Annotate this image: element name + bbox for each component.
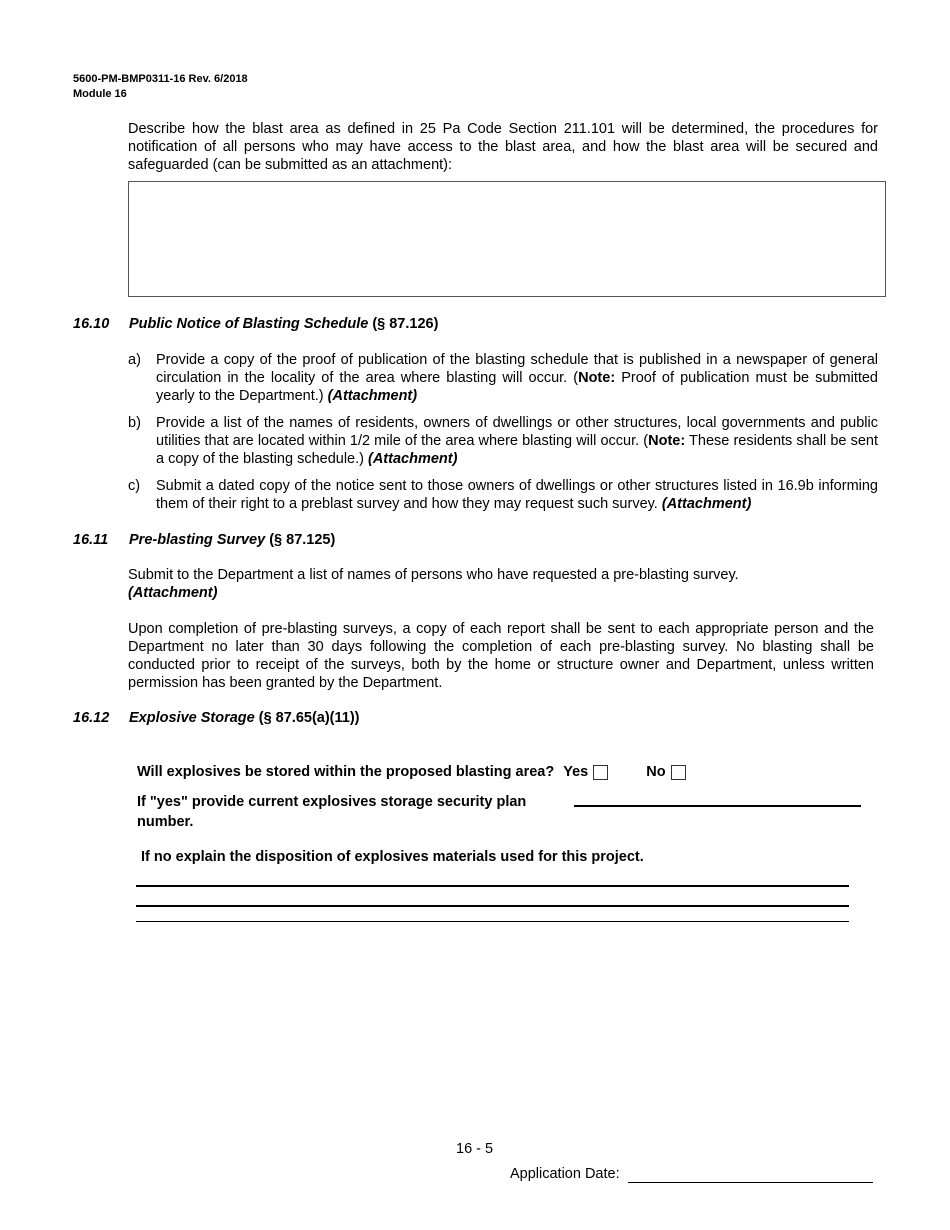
item-letter: c) <box>128 478 141 494</box>
storage-question: Will explosives be stored within the proposed blasting area? <box>137 764 555 780</box>
section-title: Public Notice of Blasting Schedule <box>129 316 369 332</box>
app-date-label: Application Date: <box>510 1166 620 1182</box>
item-text <box>156 477 878 513</box>
note-label: Note: <box>648 433 686 449</box>
section-16-12-heading <box>73 709 360 727</box>
item-letter: a) <box>128 352 141 368</box>
item-text <box>156 414 878 468</box>
no-explain-label: If no explain the disposition of explosives materials used for this project. <box>141 849 644 865</box>
storage-question-row <box>137 763 686 781</box>
item-text <box>156 351 878 405</box>
form-header <box>73 72 248 102</box>
application-date <box>510 1165 873 1183</box>
list-item-c <box>128 477 878 513</box>
app-date-field[interactable] <box>628 1167 873 1183</box>
item-letter: b) <box>128 415 141 431</box>
item-text-part: Proof of publication must be submitted yearly to the Department.) <box>156 370 879 404</box>
section-title: Explosive Storage <box>129 710 255 726</box>
item-text-part: Provide a list of the names of residents, owners of dwellings or other structures, local governments and public utilities that are located within 1/2 mile of the area where blasting will occur. ( <box>156 415 878 449</box>
page-number: 16 - 5 <box>456 1141 494 1157</box>
explain-line-1[interactable] <box>136 885 849 887</box>
survey-list-text: Submit to the Department a list of names of persons who have requested a pre-blasting survey. <box>128 567 739 583</box>
plan-number-field[interactable] <box>574 805 861 807</box>
explain-line-2[interactable] <box>136 905 849 907</box>
section-number: 16.10 <box>73 316 110 332</box>
blast-area-answer-box[interactable] <box>128 181 886 297</box>
no-label: No <box>646 764 666 780</box>
attachment-label: (Attachment) <box>661 496 752 512</box>
list-item-a <box>128 351 878 405</box>
item-text-part: Submit a dated copy of the notice sent to those owners of dwellings or other structures listed in 16.9b informing them of their right to a preblast survey and how they may request such survey. <box>156 478 878 512</box>
plan-label-line: number. <box>137 814 194 830</box>
plan-label-line: If "yes" provide current explosives storage security plan <box>137 794 527 810</box>
item-text-part: These residents shall be sent a copy of the blasting schedule.) <box>156 433 879 467</box>
yes-checkbox[interactable] <box>593 765 608 780</box>
explain-line-3[interactable] <box>136 921 849 922</box>
form-id: 5600-PM-BMP0311-16 Rev. 6/2018 <box>73 73 248 85</box>
attachment-label: (Attachment) <box>368 451 458 467</box>
item-text-part: Provide a copy of the proof of publication of the blasting schedule that is published in a newspaper of general circulation in the locality of the area where blasting will occur. ( <box>156 352 878 386</box>
yes-label: Yes <box>563 764 589 780</box>
section-ref: (§ 87.125) <box>265 532 336 548</box>
attachment-label: (Attachment) <box>128 585 218 601</box>
blast-area-instructions: Describe how the blast area as defined in 25 Pa Code Section 211.101 will be determined, the procedures for notification of all persons who may have access to the blast area, and how the blast area will be secured and safeguarded (can be submitted as an attachment): <box>128 121 878 173</box>
list-item-b <box>128 414 878 468</box>
section-ref: (§ 87.65(a)(11)) <box>254 710 360 726</box>
survey-completion-paragraph: Upon completion of pre-blasting surveys, a copy of each report shall be sent to each appropriate person and the Department no later than 30 days following the completion of each pre-blasting survey. No blasting shall be conducted prior to receipt of the surveys, both by the home or structure owner and Department, unless written permission has been granted by the Department. <box>128 621 874 691</box>
note-label: Note: <box>578 370 616 386</box>
section-number: 16.11 <box>73 532 109 548</box>
section-16-10-heading <box>73 315 438 333</box>
attachment-label: (Attachment) <box>327 388 418 404</box>
section-16-11-heading <box>73 531 335 549</box>
section-number: 16.12 <box>73 710 110 726</box>
plan-number-label <box>137 792 526 832</box>
section-ref: (§ 87.126) <box>368 316 439 332</box>
no-checkbox[interactable] <box>671 765 686 780</box>
survey-list-paragraph <box>128 566 874 602</box>
section-title: Pre-blasting Survey <box>129 532 266 548</box>
module-label: Module 16 <box>73 88 127 100</box>
